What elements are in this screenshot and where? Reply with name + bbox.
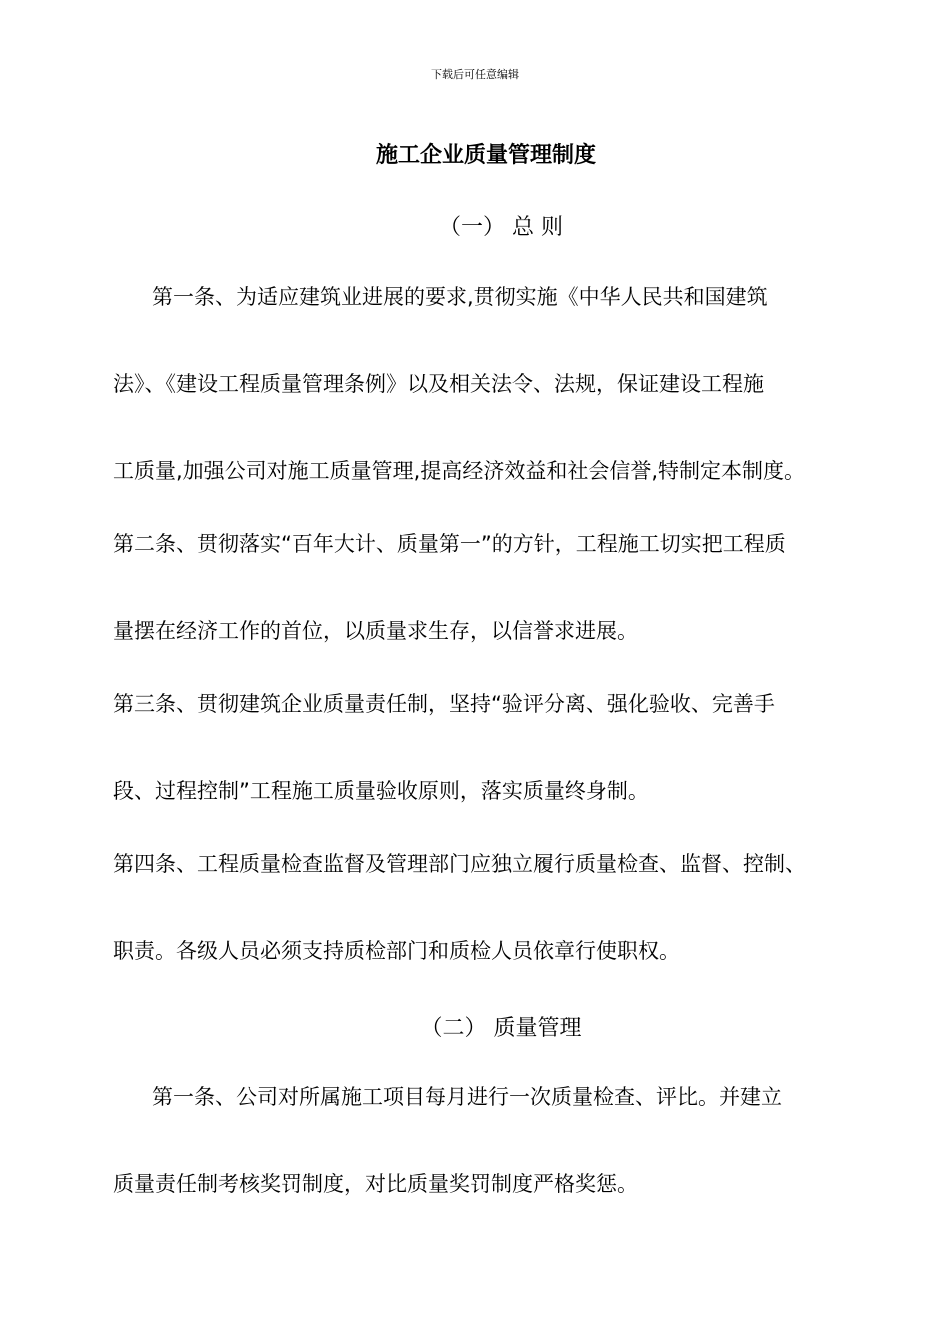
paragraph-line: 段、过程控制”工程施工质量验收原则，落实质量终身制。 [113, 779, 649, 803]
paragraph-line: 第一条、公司对所属施工项目每月进行一次质量检查、评比。并建立 [152, 1085, 782, 1109]
paragraph-line: 法》、《建设工程质量管理条例》以及相关法令、法规，保证建设工程施 [113, 372, 764, 396]
paragraph-line: 工质量,加强公司对施工质量管理,提高经济效益和社会信誉,特制定本制度。 [113, 459, 806, 483]
paragraph-line: 第一条、为适应建筑业进展的要求,贯彻实施《中华人民共和国建筑 [152, 285, 768, 309]
section-heading-general: （一） 总 则 [439, 215, 563, 240]
paragraph-line: 质量责任制考核奖罚制度，对比质量奖罚制度严格奖惩。 [113, 1172, 638, 1196]
paragraph-line: 量摆在经济工作的首位，以质量求生存，以信誉求进展。 [113, 619, 638, 643]
document-title: 施工企业质量管理制度 [375, 143, 596, 168]
paragraph-line: 第二条、贯彻落实“百年大计、质量第一”的方针，工程施工切实把工程质 [113, 532, 786, 556]
paragraph-line: 第四条、工程质量检查监督及管理部门应独立履行质量检查、监督、控制、 [113, 852, 806, 876]
paragraph-line: 职责。各级人员必须支持质检部门和质检人员依章行使职权。 [113, 939, 680, 963]
header-note: 下载后可任意编辑 [431, 68, 519, 81]
section-heading-quality-management: （二） 质量管理 [420, 1016, 582, 1041]
paragraph-line: 第三条、贯彻建筑企业质量责任制，坚持“验评分离、强化验收、完善手 [113, 692, 775, 716]
